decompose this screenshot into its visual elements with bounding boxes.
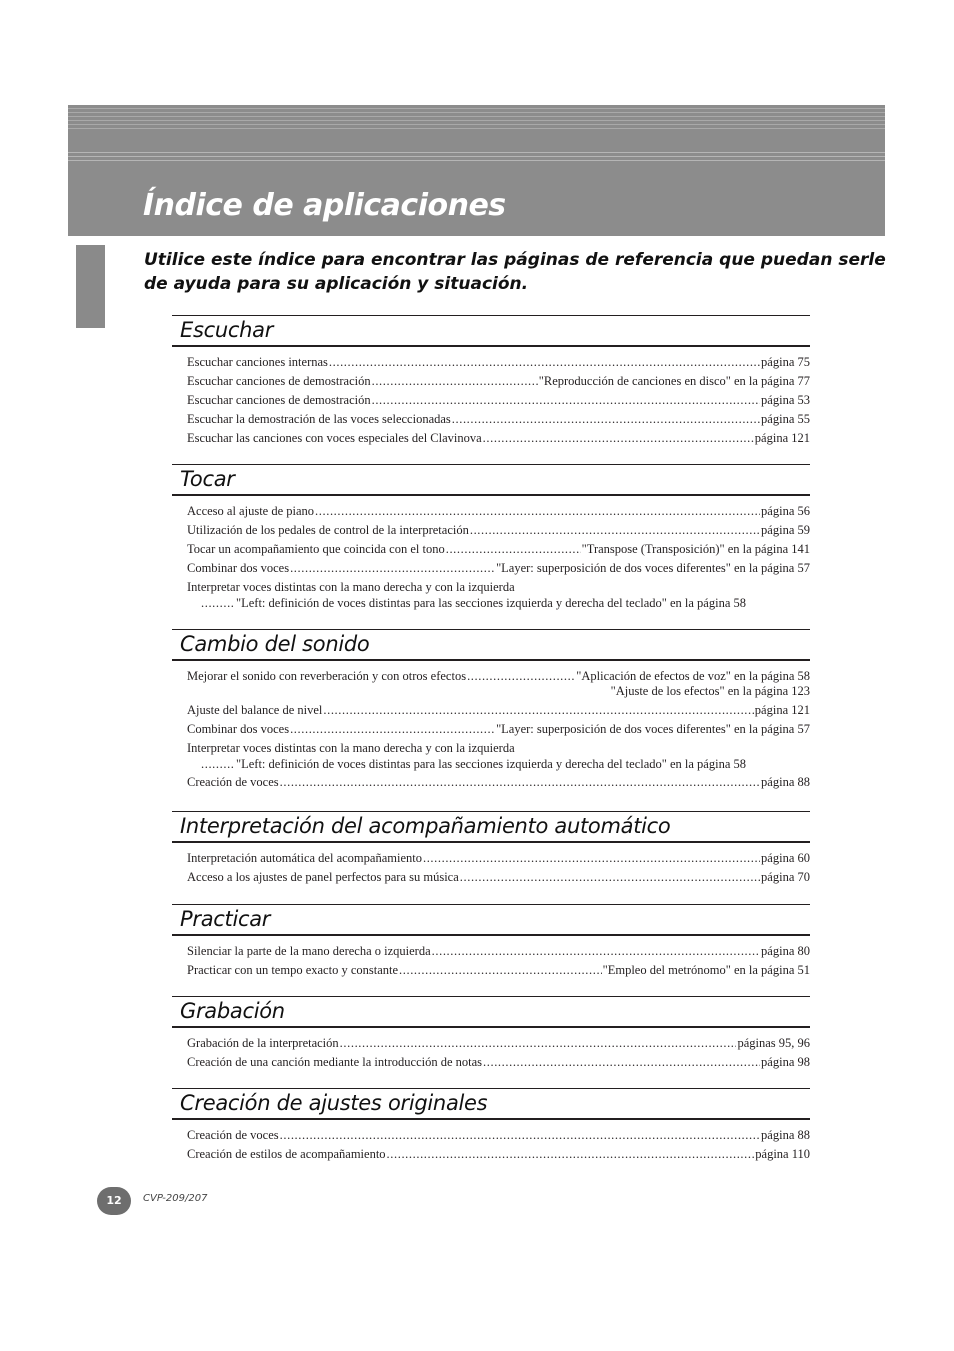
banner-stripes-lower <box>68 149 885 161</box>
side-tab-marker <box>76 245 105 328</box>
dot-leader <box>432 942 760 961</box>
section-title: Grabación <box>180 999 285 1023</box>
entry-ref: página 70 <box>761 870 810 884</box>
section-header <box>172 811 810 843</box>
index-entry <box>172 353 810 372</box>
section-header <box>172 464 810 496</box>
title-banner <box>68 105 885 236</box>
entry-label: Silenciar la parte de la mano derecha o izquierda <box>187 944 431 958</box>
dot-leader <box>280 773 760 792</box>
entry-ref: página 88 <box>761 775 810 789</box>
intro-line: Utilice este índice para encontrar las páginas de referencia que puedan serle <box>144 250 886 270</box>
section-header <box>172 315 810 347</box>
index-entry <box>172 391 810 410</box>
page-number-badge: 12 <box>97 1187 131 1215</box>
index-entry-continuation <box>172 756 810 772</box>
dot-leader <box>201 756 235 772</box>
dot-leader <box>399 961 602 980</box>
entry-list <box>172 1126 810 1164</box>
index-entry <box>172 372 810 391</box>
entry-label: Creación de voces <box>187 775 279 789</box>
dot-leader <box>290 720 495 739</box>
model-name: CVP-209/207 <box>143 1193 208 1204</box>
index-entry <box>172 942 810 961</box>
section-grabacion <box>172 996 810 1072</box>
index-entry <box>172 502 810 521</box>
entry-label: Grabación de la interpretación <box>187 1036 339 1050</box>
entry-ref: "Layer: superposición de dos voces diferentes" en la página 57 <box>496 561 810 575</box>
section-header <box>172 629 810 661</box>
dot-leader <box>315 502 760 521</box>
entry-ref: página 75 <box>761 355 810 369</box>
index-entry <box>172 1126 810 1145</box>
entry-label: Creación de voces <box>187 1128 279 1142</box>
entry-label: Mejorar el sonido con reverberación y con otros efectos <box>187 669 467 683</box>
entry-ref: página 88 <box>761 1128 810 1142</box>
index-entry-continuation <box>172 595 810 611</box>
entry-label: Interpretar voces distintas con la mano derecha y con la izquierda <box>187 580 515 594</box>
section-header <box>172 1088 810 1120</box>
index-entry <box>172 701 810 720</box>
entry-label: Ajuste del balance de nivel <box>187 703 323 717</box>
entry-ref: página 60 <box>761 851 810 865</box>
entry-ref: páginas 95, 96 <box>737 1036 810 1050</box>
dot-leader <box>290 559 495 578</box>
index-entry <box>172 1034 810 1053</box>
dot-leader <box>340 1034 737 1053</box>
index-entry <box>172 849 810 868</box>
entry-label: Escuchar la demostración de las voces seleccionadas <box>187 412 451 426</box>
section-header <box>172 996 810 1028</box>
entry-ref: "Layer: superposición de dos voces diferentes" en la página 57 <box>496 722 810 736</box>
entry-ref: página 80 <box>761 944 810 958</box>
dot-leader <box>460 868 760 887</box>
page-title: Índice de aplicaciones <box>143 188 506 223</box>
index-entry <box>172 410 810 429</box>
entry-label: Combinar dos voces <box>187 561 290 575</box>
section-acompanamiento-automatico <box>172 811 810 887</box>
entry-ref: "Reproducción de canciones en disco" en la página 77 <box>538 374 810 388</box>
index-entry <box>172 1053 810 1072</box>
index-entry <box>172 868 810 887</box>
dot-leader <box>329 353 760 372</box>
entry-ref: "Left: definición de voces distintas para las secciones izquierda y derecha del teclado" en la página 58 <box>236 757 746 771</box>
dot-leader <box>470 521 760 540</box>
entry-label: Escuchar las canciones con voces especiales del Clavinova <box>187 431 482 445</box>
entry-label: Utilización de los pedales de control de la interpretación <box>187 523 469 537</box>
section-escuchar <box>172 315 810 448</box>
entry-list <box>172 667 810 792</box>
banner-gap <box>68 129 885 149</box>
entry-label: Interpretación automática del acompañamiento <box>187 851 422 865</box>
entry-ref: página 55 <box>761 412 810 426</box>
entry-label: Combinar dos voces <box>187 722 290 736</box>
section-cambio-del-sonido <box>172 629 810 792</box>
section-title: Interpretación del acompañamiento automático <box>180 814 671 838</box>
entry-label: Creación de una canción mediante la introducción de notas <box>187 1055 483 1069</box>
section-title: Cambio del sonido <box>180 632 370 656</box>
section-practicar <box>172 904 810 980</box>
index-entry <box>172 521 810 540</box>
entry-ref: página 59 <box>761 523 810 537</box>
index-entry <box>172 773 810 792</box>
entry-list <box>172 1034 810 1072</box>
intro-line: de ayuda para su aplicación y situación. <box>144 274 529 294</box>
entry-label: Escuchar canciones internas <box>187 355 328 369</box>
index-entry <box>172 429 810 448</box>
entry-label: Escuchar canciones de demostración <box>187 374 371 388</box>
entry-list <box>172 942 810 980</box>
dot-leader <box>483 429 754 448</box>
section-title: Tocar <box>180 467 235 491</box>
section-header <box>172 904 810 936</box>
dot-leader <box>323 701 753 720</box>
entry-ref: página 98 <box>761 1055 810 1069</box>
entry-label: Practicar con un tempo exacto y constante <box>187 963 399 977</box>
index-entry <box>172 720 810 739</box>
dot-leader <box>483 1053 760 1072</box>
entry-label: Creación de estilos de acompañamiento <box>187 1147 386 1161</box>
entry-label: Acceso al ajuste de piano <box>187 504 315 518</box>
index-entry-continuation <box>172 684 810 699</box>
section-title: Practicar <box>180 907 271 931</box>
entry-ref: "Ajuste de los efectos" en la página 123 <box>610 684 810 698</box>
dot-leader <box>452 410 760 429</box>
entry-ref: "Aplicación de efectos de voz" en la página 58 <box>576 669 810 683</box>
section-title: Escuchar <box>180 318 274 342</box>
entry-ref: página 121 <box>754 431 810 445</box>
index-entry <box>172 1145 810 1164</box>
entry-ref: página 121 <box>754 703 810 717</box>
section-tocar <box>172 464 810 612</box>
index-entry <box>172 559 810 578</box>
dot-leader <box>372 372 538 391</box>
entry-ref: página 56 <box>761 504 810 518</box>
section-ajustes-originales <box>172 1088 810 1164</box>
section-title: Creación de ajustes originales <box>180 1091 488 1115</box>
entry-ref: "Transpose (Transposición)" en la página 141 <box>581 542 810 556</box>
entry-ref: página 110 <box>755 1147 810 1161</box>
dot-leader <box>446 540 581 559</box>
entry-label: Interpretar voces distintas con la mano derecha y con la izquierda <box>187 741 515 755</box>
dot-leader <box>372 391 760 410</box>
dot-leader <box>201 595 235 611</box>
index-entry <box>172 961 810 980</box>
entry-list <box>172 849 810 887</box>
entry-label: Escuchar canciones de demostración <box>187 393 371 407</box>
entry-list <box>172 502 810 611</box>
dot-leader <box>423 849 760 868</box>
entry-ref: "Left: definición de voces distintas para las secciones izquierda y derecha del teclado" en la página 58 <box>236 596 746 610</box>
intro-text <box>144 248 886 296</box>
entry-label: Acceso a los ajustes de panel perfectos para su música <box>187 870 459 884</box>
entry-label: Tocar un acompañamiento que coincida con el tono <box>187 542 445 556</box>
entry-ref: "Empleo del metrónomo" en la página 51 <box>602 963 810 977</box>
entry-list <box>172 353 810 448</box>
dot-leader <box>280 1126 760 1145</box>
index-entry <box>172 540 810 559</box>
dot-leader <box>387 1145 755 1164</box>
entry-ref: página 53 <box>761 393 810 407</box>
